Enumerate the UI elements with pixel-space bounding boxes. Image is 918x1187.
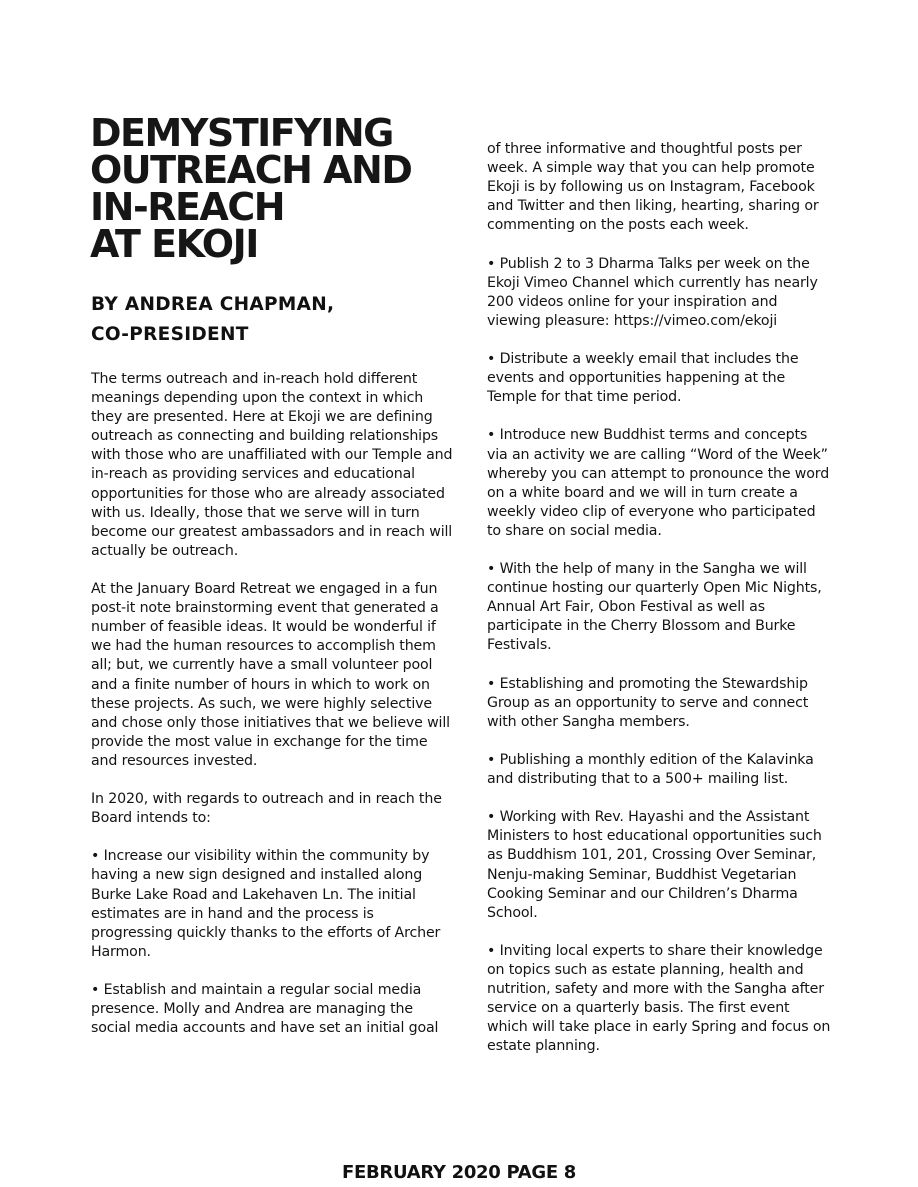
article-title: [90, 111, 460, 266]
bullet-item: • Establish and maintain a regular social media presence. Molly and Andrea are managing the social media accounts and have set an initial goal: [91, 982, 439, 1037]
bullet-item: • With the help of many in the Sangha we will continue hosting our quarterly Open Mic Nights, Annual Art Fair, Obon Festival as well as participate in the Cherry Blossom and Burke Festivals.: [487, 561, 822, 654]
paragraph-continued: of three informative and thoughtful posts per week. A simple way that you can help promote Ekoji is by following us on Instagram, Facebook and Twitter and then liking, hearting, sharing or commenting on the posts each week.: [487, 141, 819, 234]
author-byline: [91, 290, 334, 350]
bullet-item: • Introduce new Buddhist terms and concepts via an activity we are calling “Word of the Week” whereby you can attempt to pronounce the word on a white board and we will in turn create a weekly video clip of everyone who participated to share on social media.: [487, 427, 830, 539]
title-line: AT EKOJI: [90, 222, 258, 266]
bullet-item: • Increase our visibility within the community by having a new sign designed and installed along Burke Lake Road and Lakehaven Ln. The initial estimates are in hand and the process is progressing quickly thanks to the efforts of Archer Harmon.: [91, 848, 441, 960]
title-line: IN-REACH: [90, 185, 285, 229]
paragraph-retreat: At the January Board Retreat we engaged in a fun post-it note brainstorming event that generated a number of feasible ideas. It would be wonderful if we had the human resources to accomplish them all; but, we currently have a small volunteer pool and a finite number of hours in which to work on these projects. As such, we were highly selective and chose only those initiatives that we believe will provide the most value in exchange for the time and resources invested.: [91, 581, 450, 769]
bullet-item: • Working with Rev. Hayashi and the Assistant Ministers to host educational opportunities such as Buddhism 101, 201, Crossing Over Seminar, Nenju-making Seminar, Buddhist Vegetarian Cooking Seminar and our Children’s Dharma School.: [487, 809, 822, 921]
bullet-item: • Publishing a monthly edition of the Kalavinka and distributing that to a 500+ mailing list.: [487, 752, 814, 788]
byline-author: BY ANDREA CHAPMAN,: [91, 294, 335, 315]
right-column: [487, 140, 832, 1076]
bullet-item: • Establishing and promoting the Stewardship Group as an opportunity to serve and connect with other Sangha members.: [487, 675, 809, 730]
bullet-item: • Inviting local experts to share their knowledge on topics such as estate planning, health and nutrition, safety and more with the Sangha after service on a quarterly basis. The first event which will take place in early Spring and focus on estate planning.: [487, 942, 831, 1055]
left-column: [91, 370, 453, 1057]
bullet-item: • Publish 2 to 3 Dharma Talks per week on the Ekoji Vimeo Channel which currently has nearly 200 videos online for your inspiration and viewing pleasure: https://vimeo.com/ekoji: [487, 255, 818, 329]
page-footer: FEBRUARY 2020 PAGE 8: [341, 1162, 577, 1183]
paragraph-intent: In 2020, with regards to outreach and in reach the Board intends to:: [91, 791, 442, 827]
byline-role: CO-PRESIDENT: [91, 324, 249, 345]
bullet-item: • Distribute a weekly email that includes the events and opportunities happening at the Temple for that time period.: [487, 351, 799, 406]
title-line: DEMYSTIFYING: [90, 111, 393, 155]
title-line: OUTREACH AND: [90, 148, 412, 192]
paragraph-intro: The terms outreach and in-reach hold different meanings depending upon the context in which they are presented. Here at Ekoji we are defining outreach as connecting and building relationships with those who are unaffiliated with our Temple and in-reach as providing services and educational opportunities for those who are already associated with us. Ideally, those that we serve will in turn become our greatest ambassadors and in reach will actually be outreach.: [91, 371, 453, 559]
